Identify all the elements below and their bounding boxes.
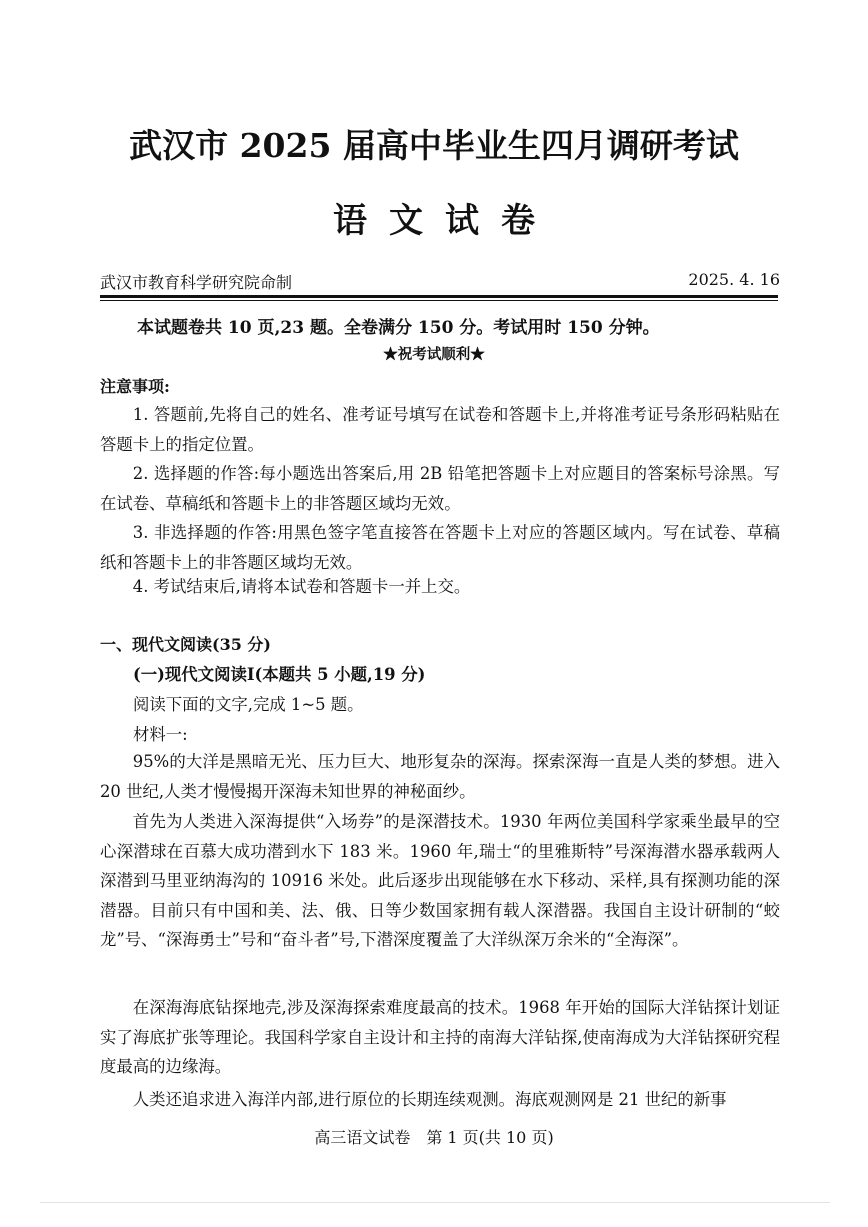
good-luck-line: ★祝考试顺利★ [383, 346, 485, 363]
exam-subtitle: 语文试卷 [333, 201, 557, 241]
material-label: 材料一: [133, 725, 188, 744]
exam-intro: 本试题卷共 10 页,23 题。全卷满分 150 分。考试用时 150 分钟。 [137, 318, 660, 338]
material-paragraph-1: 95%的大洋是黑暗无光、压力巨大、地形复杂的深海。探索深海一直是人类的梦想。进入 20 世纪,人类才慢慢揭开深海未知世界的神秘面纱。 [100, 752, 780, 801]
notice-item-3: 3. 非选择题的作答:用黑色签字笔直接答在答题卡上对应的答题区域内。写在试卷、草稿纸和答题卡上的非答题区域均无效。 [100, 523, 780, 572]
material-paragraph-3: 在深海海底钻探地壳,涉及深海探索难度最高的技术。1968 年开始的国际大洋钻探计划证实了海底扩张等理论。我国科学家自主设计和主持的南海大洋钻探,使南海成为大洋钻探研究程度最高的边缘海。 [100, 998, 780, 1076]
exam-title: 武汉市 2025 届高中毕业生四月调研考试 [129, 126, 739, 165]
material-paragraph-4: 人类还追求进入海洋内部,进行原位的长期连续观测。海底观测网是 21 世纪的新事 [132, 1090, 727, 1109]
notice-item-2: 2. 选择题的作答:每小题选出答案后,用 2B 铅笔把答题卡上对应题目的答案标号涂黑。写在试卷、草稿纸和答题卡上的非答题区域均无效。 [100, 464, 780, 513]
material-paragraph-2: 首先为人类进入深海提供“入场券”的是深潜技术。1930 年两位美国科学家乘坐最早的空心深潜球在百慕大成功潜到水下 183 米。1960 年,瑞士“的里雅斯特”号深海潜水器承载两人深潜到马里亚纳海沟的 10916 米处。此后逐步出现能够在水下移动、采样,具有探测功能的深潜器。目前只有中国和美、法、俄、日等少数国家拥有载人深潜器。我国自主设计研制的“蛟龙”号、“深海勇士”号和“奋斗者”号,下潜深度覆盖了大洋纵深万余米的“全海深”。 [100, 812, 780, 949]
header-rule-thick [100, 295, 778, 298]
issuer: 武汉市教育科学研究院命制 [100, 273, 293, 292]
subsection-heading: (一)现代文阅读Ⅰ(本题共 5 小题,19 分) [133, 665, 426, 684]
notice-heading: 注意事项: [100, 377, 170, 396]
notice-item-1: 1. 答题前,先将自己的姓名、准考证号填写在试卷和答题卡上,并将准考证号条形码粘贴在答题卡上的指定位置。 [100, 405, 780, 454]
header-rule-thin [100, 300, 778, 301]
section-heading: 一、现代文阅读(35 分) [100, 635, 271, 654]
exam-date: 2025. 4. 16 [688, 270, 780, 289]
reading-instruction: 阅读下面的文字,完成 1~5 题。 [133, 695, 364, 714]
bottom-divider [40, 1202, 830, 1203]
page-footer: 高三语文试卷 第 1 页(共 10 页) [314, 1128, 554, 1147]
notice-item-4: 4. 考试结束后,请将本试卷和答题卡一并上交。 [132, 577, 471, 596]
